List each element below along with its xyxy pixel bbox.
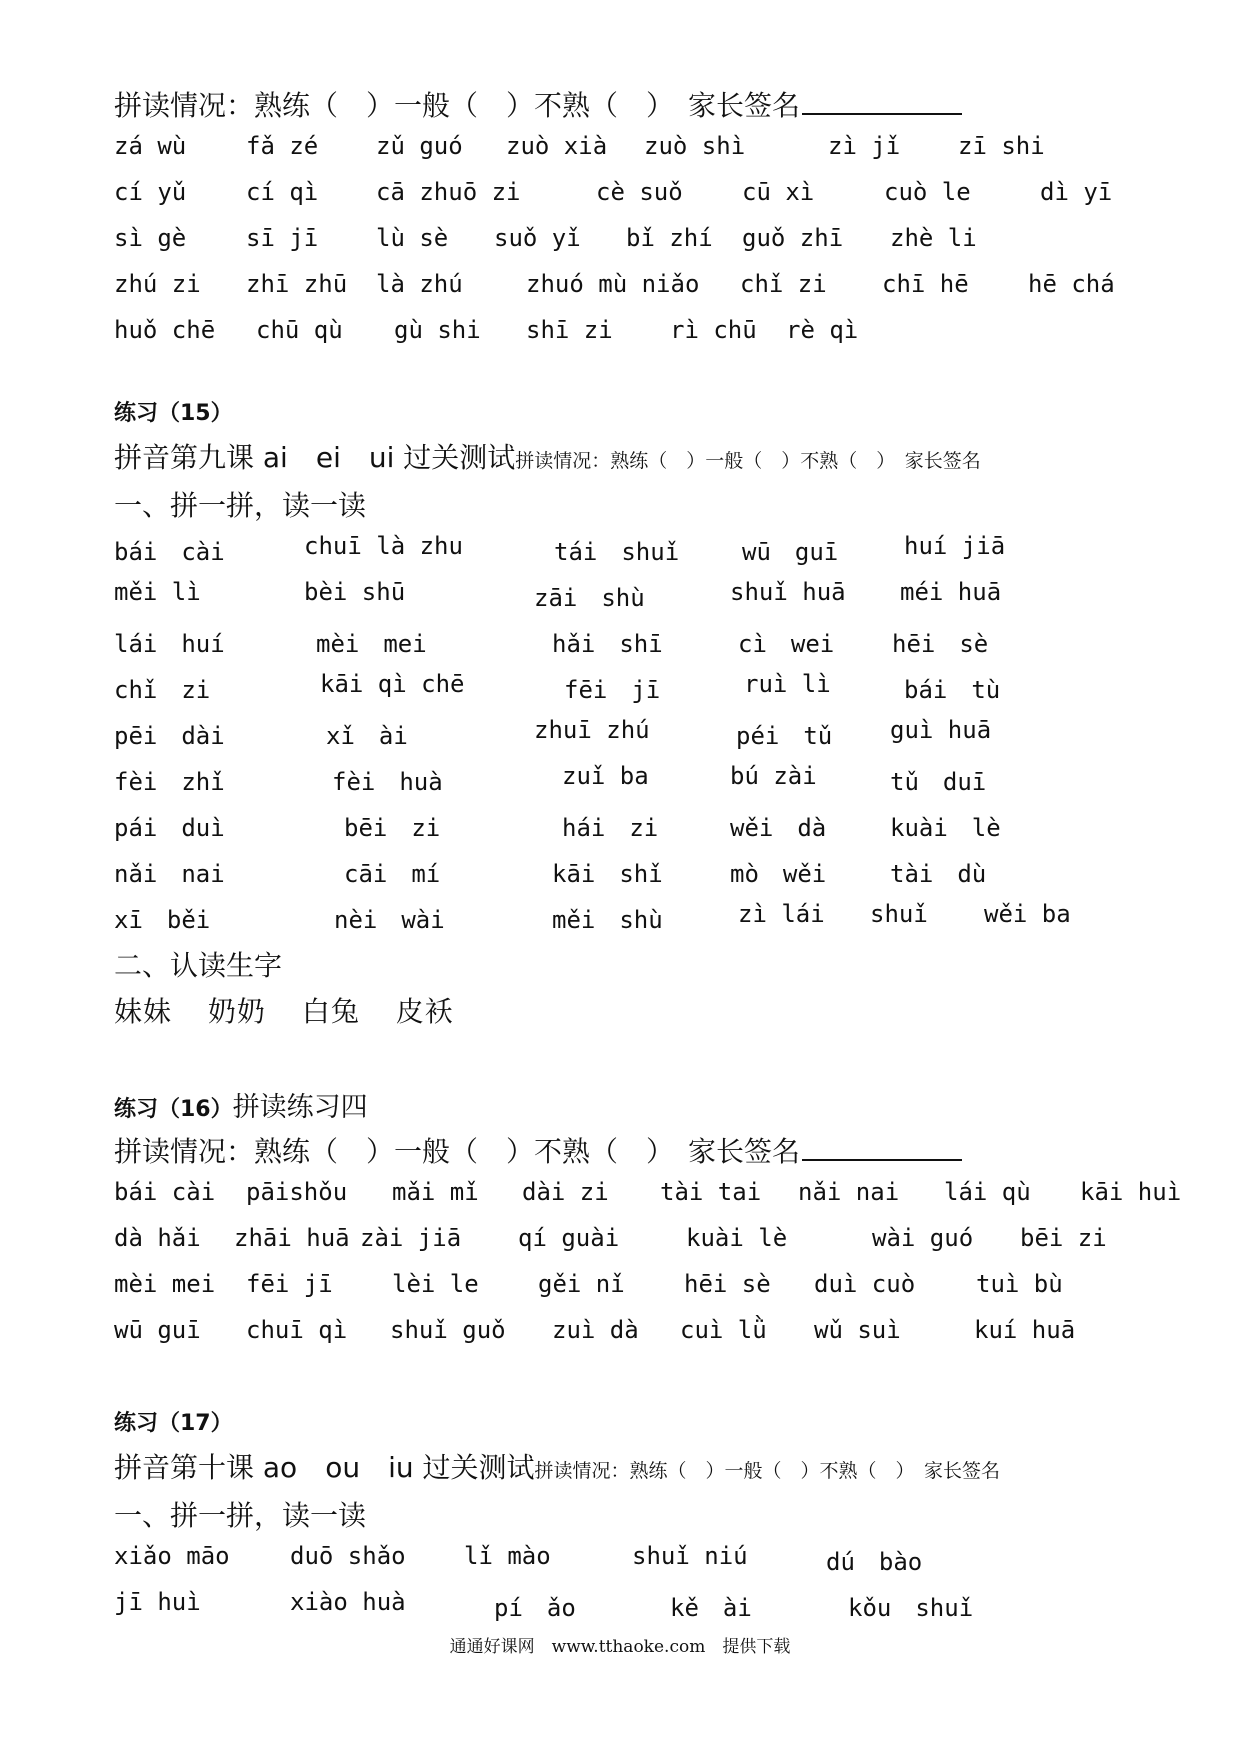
pinyin-word: péi tǔ xyxy=(736,722,833,750)
pinyin-word: cè suǒ xyxy=(596,178,683,206)
pinyin-word: cā zhuō zi xyxy=(376,178,521,206)
character-word: 白兔 xyxy=(301,995,360,1028)
pinyin-word: bái cài xyxy=(114,538,225,566)
pinyin-word: chǐ zi xyxy=(114,676,211,704)
pinyin-word: měi lì xyxy=(114,578,201,606)
pinyin-word: zuò shì xyxy=(644,132,746,160)
pinyin-word: bēi zi xyxy=(1020,1224,1107,1252)
pinyin-word: dà hǎi xyxy=(114,1224,201,1252)
pinyin-word: qí guài xyxy=(518,1224,620,1252)
pinyin-word: kuài lè xyxy=(890,814,1001,842)
exercise-title: 练习（16）拼读练习四 xyxy=(114,1092,368,1123)
pinyin-word: chǐ zi xyxy=(740,270,827,298)
pinyin-word: zhī zhū xyxy=(246,270,348,298)
lesson-title: 拼音第九课 ai ei ui 过关测试 xyxy=(114,441,516,474)
pinyin-word: dài zi xyxy=(522,1178,609,1206)
parent-signature-line xyxy=(802,87,962,115)
parent-signature-line xyxy=(802,1133,962,1161)
lesson-header xyxy=(114,1446,1000,1486)
pinyin-word: suǒ yǐ xyxy=(494,224,581,252)
pinyin-word: dì yī xyxy=(1040,178,1113,206)
pinyin-word: wǔ suì xyxy=(814,1316,901,1344)
pinyin-word: cí yǔ xyxy=(114,178,187,206)
pinyin-word: hēi sè xyxy=(892,630,989,658)
character-word: 妹妹 xyxy=(114,995,173,1028)
pinyin-word: duì cuò xyxy=(814,1270,916,1298)
pinyin-word: kāi huì xyxy=(1080,1178,1182,1206)
pinyin-word: huí jiā xyxy=(904,532,1006,560)
pinyin-word: zá wù xyxy=(114,132,187,160)
pinyin-word: huǒ chē xyxy=(114,316,216,344)
pinyin-word: kāi qì chē xyxy=(320,670,465,698)
pinyin-word: zhuó mù niǎo xyxy=(526,270,700,298)
reading-status-line xyxy=(114,1130,962,1170)
pinyin-word: zài jiā xyxy=(360,1224,462,1252)
reading-status-line xyxy=(114,84,962,124)
pinyin-word: chū qù xyxy=(256,316,343,344)
reading-status-text: 拼读情况：熟练（ ）一般（ ）不熟（ ） 家长签名 xyxy=(114,1135,801,1168)
pinyin-word: rì chū xyxy=(670,316,757,344)
character-word: 奶奶 xyxy=(207,995,266,1028)
pinyin-word: nǎi nai xyxy=(798,1178,900,1206)
pinyin-word: měi shù xyxy=(552,906,663,934)
pinyin-word: tuì bù xyxy=(976,1270,1063,1298)
pinyin-word: shī zi xyxy=(526,316,613,344)
pinyin-word: jī huì xyxy=(114,1588,201,1616)
pinyin-word: kuài lè xyxy=(686,1224,788,1252)
character-word: 皮袄 xyxy=(395,995,454,1028)
pinyin-word: xǐ ài xyxy=(326,722,408,750)
pinyin-word: fǎ zé xyxy=(246,132,319,160)
pinyin-word: zì jǐ xyxy=(828,132,901,160)
pinyin-word: zhāi huā xyxy=(234,1224,350,1252)
pinyin-word: zuǐ ba xyxy=(562,762,649,790)
pinyin-word: zì lái xyxy=(738,900,825,928)
pinyin-word: cuò le xyxy=(884,178,971,206)
reading-status-text: 拼读情况：熟练（ ）一般（ ）不熟（ ） 家长签名 xyxy=(114,89,801,122)
pinyin-word: bēi zi xyxy=(344,814,441,842)
pinyin-word: cū xì xyxy=(742,178,815,206)
pinyin-word: mǎi mǐ xyxy=(392,1178,479,1206)
pinyin-word: xiǎo māo xyxy=(114,1542,230,1570)
pinyin-word: kǒu shuǐ xyxy=(848,1594,974,1622)
pinyin-word: bǐ zhí xyxy=(626,224,713,252)
pinyin-word: fēi jī xyxy=(564,676,661,704)
section-heading-read: 一、拼一拼，读一读 xyxy=(114,489,367,522)
pinyin-word: bèi shū xyxy=(304,578,406,606)
footer-credit: 通通好课网 www.tthaoke.com 提供下载 xyxy=(449,1637,791,1657)
pinyin-word: rè qì xyxy=(786,316,859,344)
pinyin-word: guì huā xyxy=(890,716,992,744)
pinyin-word: tái shuǐ xyxy=(554,538,680,566)
pinyin-word: xī běi xyxy=(114,906,211,934)
pinyin-word: chuī là zhu xyxy=(304,532,463,560)
pinyin-word: dú bào xyxy=(826,1548,923,1576)
pinyin-word: zhú zi xyxy=(114,270,201,298)
pinyin-word: nǎi nai xyxy=(114,860,225,888)
pinyin-word: shuǐ guǒ xyxy=(390,1316,506,1344)
pinyin-word: shuǐ xyxy=(870,900,928,928)
pinyin-word: wū guī xyxy=(742,538,839,566)
pinyin-word: kāi shǐ xyxy=(552,860,663,888)
pinyin-word: mò wěi xyxy=(730,860,827,888)
pinyin-word: wài guó xyxy=(872,1224,974,1252)
pinyin-word: pí ǎo xyxy=(494,1594,576,1622)
pinyin-word: wěi dà xyxy=(730,814,827,842)
pinyin-word: mèi mei xyxy=(114,1270,216,1298)
lesson-header xyxy=(114,436,981,476)
pinyin-word: mèi mei xyxy=(316,630,427,658)
pinyin-word: cí qì xyxy=(246,178,319,206)
pinyin-word: guǒ zhī xyxy=(742,224,844,252)
pinyin-word: là zhú xyxy=(376,270,463,298)
pinyin-word: tǔ duī xyxy=(890,768,987,796)
pinyin-word: cì wei xyxy=(738,630,835,658)
pinyin-word: lái qù xyxy=(944,1178,1031,1206)
lesson-title: 拼音第十课 ao ou iu 过关测试 xyxy=(114,1451,535,1484)
pinyin-word: fèi huà xyxy=(332,768,443,796)
pinyin-word: pái duì xyxy=(114,814,225,842)
character-list xyxy=(114,990,480,1030)
section-heading-characters: 二、认读生字 xyxy=(114,949,283,982)
pinyin-word: zhè li xyxy=(890,224,977,252)
section-heading-read: 一、拼一拼，读一读 xyxy=(114,1499,367,1532)
pinyin-word: cāi mí xyxy=(344,860,441,888)
pinyin-word: lái huí xyxy=(114,630,225,658)
pinyin-word: fèi zhǐ xyxy=(114,768,225,796)
pinyin-word: hē chá xyxy=(1028,270,1115,298)
pinyin-word: zuì dà xyxy=(552,1316,639,1344)
pinyin-word: xiào huà xyxy=(290,1588,406,1616)
pinyin-word: zī shi xyxy=(958,132,1045,160)
pinyin-word: bái tù xyxy=(904,676,1001,704)
reading-status-text: 拼读情况：熟练（ ）一般（ ）不熟（ ） 家长签名 xyxy=(515,450,981,472)
pinyin-word: méi huā xyxy=(900,578,1002,606)
pinyin-word: kuí huā xyxy=(974,1316,1076,1344)
pinyin-word: hái zi xyxy=(562,814,659,842)
pinyin-word: zāi shù xyxy=(534,584,645,612)
pinyin-word: shuǐ huā xyxy=(730,578,846,606)
pinyin-word: wěi ba xyxy=(984,900,1071,928)
exercise-title: 练习（15） xyxy=(114,401,233,426)
pinyin-word: zǔ guó xyxy=(376,132,463,160)
pinyin-word: gěi nǐ xyxy=(538,1270,625,1298)
pinyin-word: bú zài xyxy=(730,762,817,790)
pinyin-word: pāishǒu xyxy=(246,1178,348,1206)
pinyin-word: kě ài xyxy=(670,1594,752,1622)
pinyin-word: fēi jī xyxy=(246,1270,333,1298)
pinyin-word: duō shǎo xyxy=(290,1542,406,1570)
pinyin-word: tài dù xyxy=(890,860,987,888)
pinyin-word: sì gè xyxy=(114,224,187,252)
pinyin-word: tài tai xyxy=(660,1178,762,1206)
pinyin-word: ruì lì xyxy=(744,670,831,698)
pinyin-word: hēi sè xyxy=(684,1270,771,1298)
pinyin-word: lù sè xyxy=(376,224,449,252)
pinyin-word: bái cài xyxy=(114,1178,216,1206)
pinyin-word: zuò xià xyxy=(506,132,608,160)
pinyin-word: sī jī xyxy=(246,224,319,252)
pinyin-word: chī hē xyxy=(882,270,969,298)
pinyin-word: shuǐ niú xyxy=(632,1542,748,1570)
pinyin-word: gù shi xyxy=(394,316,481,344)
pinyin-word: cuì lǜ xyxy=(680,1316,767,1344)
pinyin-word: lǐ mào xyxy=(464,1542,551,1570)
reading-status-text: 拼读情况：熟练（ ）一般（ ）不熟（ ） 家长签名 xyxy=(534,1460,1001,1482)
pinyin-word: hǎi shī xyxy=(552,630,663,658)
pinyin-word: wū guī xyxy=(114,1316,201,1344)
pinyin-word: chuī qì xyxy=(246,1316,348,1344)
pinyin-word: lèi le xyxy=(392,1270,479,1298)
pinyin-word: nèi wài xyxy=(334,906,445,934)
exercise-title: 练习（17） xyxy=(114,1411,233,1436)
pinyin-word: pēi dài xyxy=(114,722,225,750)
pinyin-word: zhuī zhú xyxy=(534,716,650,744)
